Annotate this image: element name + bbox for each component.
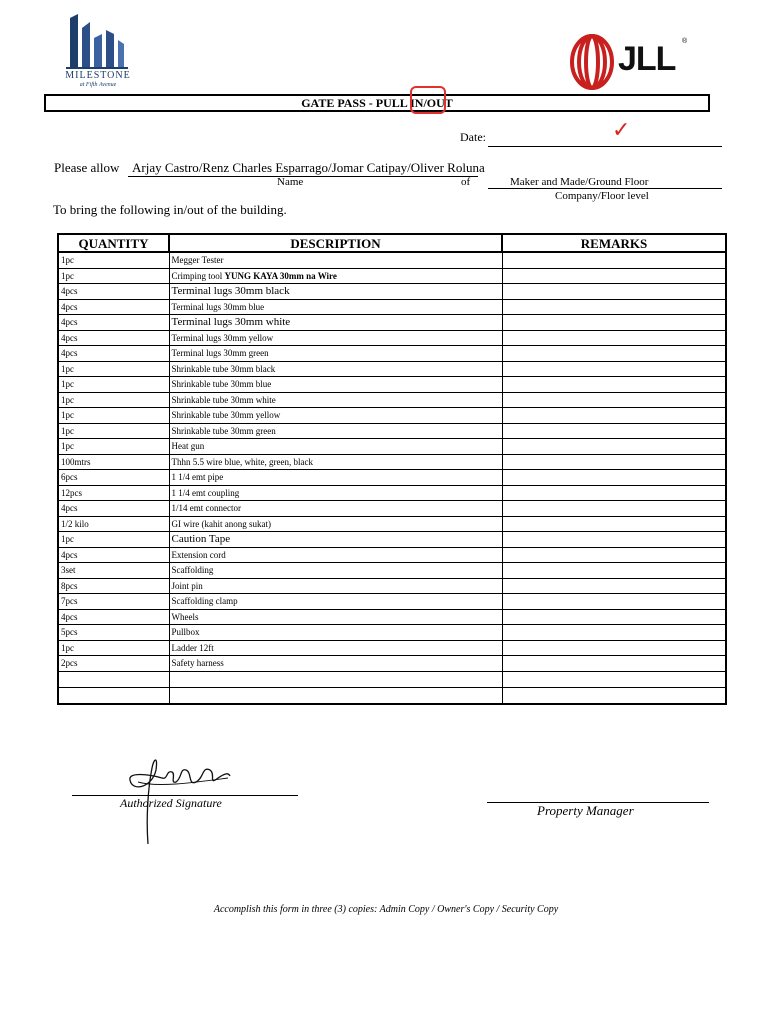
quantity-cell: 4pcs [58,547,169,563]
description-cell: Megger Tester [169,252,502,268]
remarks-cell [502,330,726,346]
description-bold-text: YUNG KAYA 30mm na Wire [224,270,337,281]
table-row [58,454,726,470]
authorized-signature-label: Authorized Signature [120,796,222,810]
please-allow-label: Please allow [54,160,120,175]
quantity-cell: 4pcs [58,330,169,346]
remarks-header: REMARKS [502,234,726,252]
footer-note: Accomplish this form in three (3) copies: Admin Copy / Owner's Copy / Security Copy [213,904,559,915]
description-cell: Terminal lugs 30mm yellow [169,330,502,346]
jll-logo [568,34,698,92]
remarks-cell [502,408,726,424]
milestone-logo [54,10,142,88]
table-row [58,516,726,532]
quantity-cell: 4pcs [58,346,169,362]
quantity-cell: 4pcs [58,501,169,517]
table-row [58,284,726,300]
table-row [58,330,726,346]
remarks-cell [502,454,726,470]
in-highlight-annotation [410,86,446,114]
remarks-cell [502,532,726,548]
description-cell: 1/14 emt connector [169,501,502,517]
remarks-cell [502,516,726,532]
quantity-cell [58,687,169,704]
quantity-cell: 1pc [58,268,169,284]
quantity-cell: 5pcs [58,625,169,641]
remarks-cell [502,625,726,641]
table-row [58,361,726,377]
remarks-cell [502,377,726,393]
table-row [58,252,726,268]
description-cell: Shrinkable tube 30mm blue [169,377,502,393]
quantity-cell: 1pc [58,640,169,656]
quantity-cell: 1/2 kilo [58,516,169,532]
remarks-cell [502,284,726,300]
company-value: Maker and Made/Ground Floor [510,176,649,188]
remarks-cell [502,423,726,439]
table-row [58,578,726,594]
description-cell: Joint pin [169,578,502,594]
quantity-cell: 8pcs [58,578,169,594]
table-row [58,268,726,284]
remarks-cell [502,671,726,687]
jll-logo-text: JLL [618,40,676,78]
table-row [58,609,726,625]
description-cell: 1 1/4 emt coupling [169,485,502,501]
description-cell: Extension cord [169,547,502,563]
description-text: Crimping tool [171,270,225,281]
quantity-cell: 1pc [58,392,169,408]
quantity-cell: 4pcs [58,299,169,315]
quantity-cell: 1pc [58,439,169,455]
milestone-logo-subtext: at Fifth Avenue [79,82,117,88]
remarks-cell [502,439,726,455]
quantity-cell: 100mtrs [58,454,169,470]
table-row [58,299,726,315]
description-cell: Terminal lugs 30mm blue [169,299,502,315]
remarks-cell [502,501,726,517]
description-header: DESCRIPTION [169,234,502,252]
quantity-cell: 2pcs [58,656,169,672]
remarks-cell [502,594,726,610]
description-cell: Pullbox [169,625,502,641]
remarks-cell [502,578,726,594]
quantity-cell: 1pc [58,252,169,268]
table-row-blank [58,687,726,704]
description-cell [169,671,502,687]
table-row [58,439,726,455]
company-field-line [488,188,722,189]
quantity-cell [58,671,169,687]
description-cell: Ladder 12ft [169,640,502,656]
table-row [58,547,726,563]
table-row [58,392,726,408]
description-cell: Wheels [169,609,502,625]
remarks-cell [502,640,726,656]
quantity-cell: 4pcs [58,609,169,625]
table-row [58,485,726,501]
jll-helix-icon [568,34,616,90]
table-row [58,315,726,331]
description-cell: Shrinkable tube 30mm green [169,423,502,439]
company-caption: Company/Floor level [555,190,649,202]
quantity-cell: 1pc [58,377,169,393]
names-value: Arjay Castro/Renz Charles Esparrago/Jomar Catipay/Oliver Roluna [132,160,485,175]
remarks-cell [502,470,726,486]
table-row [58,346,726,362]
description-cell: Shrinkable tube 30mm white [169,392,502,408]
of-label: of [461,176,471,188]
name-caption: Name [277,176,304,188]
description-cell: Heat gun [169,439,502,455]
jll-registered-mark: ® [682,38,688,45]
description-cell: Shrinkable tube 30mm yellow [169,408,502,424]
check-mark-icon: ✓ [612,118,631,143]
quantity-cell: 1pc [58,423,169,439]
property-manager-label: Property Manager [537,803,634,818]
table-row [58,656,726,672]
remarks-cell [502,687,726,704]
description-cell: Caution Tape [169,532,502,548]
description-cell: 1 1/4 emt pipe [169,470,502,486]
quantity-header: QUANTITY [58,234,169,252]
description-cell: Safety harness [169,656,502,672]
quantity-cell: 4pcs [58,315,169,331]
milestone-logo-text: MILESTONE [65,70,131,81]
table-header-row [58,234,726,252]
quantity-cell: 6pcs [58,470,169,486]
description-cell: Terminal lugs 30mm black [169,284,502,300]
page-title: GATE PASS - PULL IN/OUT [301,96,453,110]
quantity-cell: 1pc [58,361,169,377]
remarks-cell [502,609,726,625]
table-row [58,423,726,439]
quantity-cell: 3set [58,563,169,579]
milestone-building-icon [54,10,142,70]
table-row [58,594,726,610]
remarks-cell [502,299,726,315]
table-row-blank [58,671,726,687]
remarks-cell [502,392,726,408]
remarks-cell [502,346,726,362]
quantity-cell: 1pc [58,532,169,548]
remarks-cell [502,485,726,501]
table-row [58,470,726,486]
remarks-cell [502,252,726,268]
quantity-cell: 4pcs [58,284,169,300]
remarks-cell [502,361,726,377]
table-row [58,563,726,579]
description-cell: Terminal lugs 30mm green [169,346,502,362]
description-cell: Shrinkable tube 30mm black [169,361,502,377]
date-label: Date: [460,130,486,144]
description-cell [169,268,502,284]
quantity-cell: 7pcs [58,594,169,610]
table-row [58,625,726,641]
remarks-cell [502,656,726,672]
description-cell: Scaffolding clamp [169,594,502,610]
date-field-line[interactable] [488,146,722,147]
remarks-cell [502,547,726,563]
description-cell: GI wire (kahit anong sukat) [169,516,502,532]
table-row [58,532,726,548]
items-table-body [58,252,726,704]
description-cell: Scaffolding [169,563,502,579]
remarks-cell [502,563,726,579]
description-cell [169,687,502,704]
table-row [58,640,726,656]
description-cell: Thhn 5.5 wire blue, white, green, black [169,454,502,470]
table-row [58,377,726,393]
quantity-cell: 1pc [58,408,169,424]
table-row [58,501,726,517]
items-table [57,233,727,705]
table-row [58,408,726,424]
bring-instruction: To bring the following in/out of the building. [53,202,287,217]
title-box [44,94,710,112]
remarks-cell [502,315,726,331]
quantity-cell: 12pcs [58,485,169,501]
remarks-cell [502,268,726,284]
description-cell: Terminal lugs 30mm white [169,315,502,331]
